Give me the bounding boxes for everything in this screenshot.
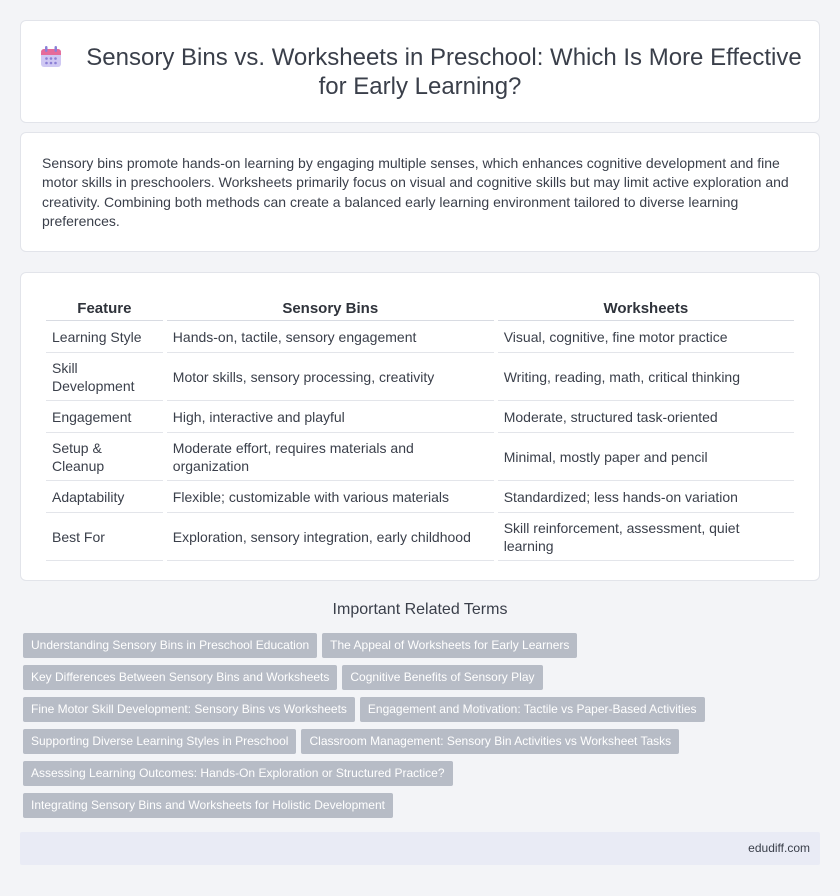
row-feature: Adaptability [46,481,163,513]
related-term-tag[interactable]: Key Differences Between Sensory Bins and Worksheets [23,665,337,690]
related-term-tag[interactable]: Engagement and Motivation: Tactile vs Paper-Based Activities [360,697,705,722]
row-feature: Engagement [46,401,163,433]
row-sensory-bins: Hands-on, tactile, sensory engagement [167,321,494,353]
row-sensory-bins: Exploration, sensory integration, early childhood [167,513,494,561]
row-worksheets: Writing, reading, math, critical thinking [498,353,794,401]
row-worksheets: Skill reinforcement, assessment, quiet learning [498,513,794,561]
table-row [46,481,794,513]
footer-site-link[interactable]: edudiff.com [748,841,810,855]
header-worksheets: Worksheets [498,297,794,321]
header-feature: Feature [46,297,163,321]
row-worksheets: Visual, cognitive, fine motor practice [498,321,794,353]
row-sensory-bins: Moderate effort, requires materials and organization [167,433,494,481]
related-term-tag[interactable]: Understanding Sensory Bins in Preschool Education [23,633,317,658]
row-worksheets: Minimal, mostly paper and pencil [498,433,794,481]
related-term-tag[interactable]: Classroom Management: Sensory Bin Activities vs Worksheet Tasks [301,729,679,754]
related-terms-list [23,633,813,825]
table-header-row [46,297,794,321]
related-terms-title: Important Related Terms [332,601,508,618]
calendar-icon [38,44,64,70]
related-term-tag[interactable]: Supporting Diverse Learning Styles in Preschool [23,729,296,754]
table-row [46,321,794,353]
row-feature: Skill Development [46,353,163,401]
table-row [46,433,794,481]
summary-card [20,132,820,252]
title-card [20,20,820,123]
related-term-tag[interactable]: Cognitive Benefits of Sensory Play [342,665,542,690]
comparison-card [20,272,820,581]
row-feature: Best For [46,513,163,561]
footer [20,832,820,865]
row-worksheets: Moderate, structured task-oriented [498,401,794,433]
related-term-tag[interactable]: Assessing Learning Outcomes: Hands-On Exploration or Structured Practice? [23,761,453,786]
related-term-tag[interactable]: Integrating Sensory Bins and Worksheets for Holistic Development [23,793,393,818]
row-worksheets: Standardized; less hands-on variation [498,481,794,513]
comparison-table [42,297,798,561]
row-sensory-bins: High, interactive and playful [167,401,494,433]
row-sensory-bins: Flexible; customizable with various materials [167,481,494,513]
summary-text: Sensory bins promote hands-on learning by engaging multiple senses, which enhances cognitive development and fine motor skills in preschoolers. Worksheets primarily focus on visual and cognitive skills but may limit active exploration and creativity. Combining both methods can create a balanced early learning environment tailored to diverse learning preferences. [42,155,789,230]
related-term-tag[interactable]: The Appeal of Worksheets for Early Learners [322,633,577,658]
header-sensory-bins: Sensory Bins [167,297,494,321]
table-row [46,401,794,433]
row-feature: Learning Style [46,321,163,353]
table-row [46,353,794,401]
row-sensory-bins: Motor skills, sensory processing, creativity [167,353,494,401]
table-row [46,513,794,561]
title-wrap [21,43,819,101]
page-title: Sensory Bins vs. Worksheets in Preschool: Which Is More Effective for Early Learning? [86,44,802,100]
row-feature: Setup & Cleanup [46,433,163,481]
related-term-tag[interactable]: Fine Motor Skill Development: Sensory Bins vs Worksheets [23,697,355,722]
